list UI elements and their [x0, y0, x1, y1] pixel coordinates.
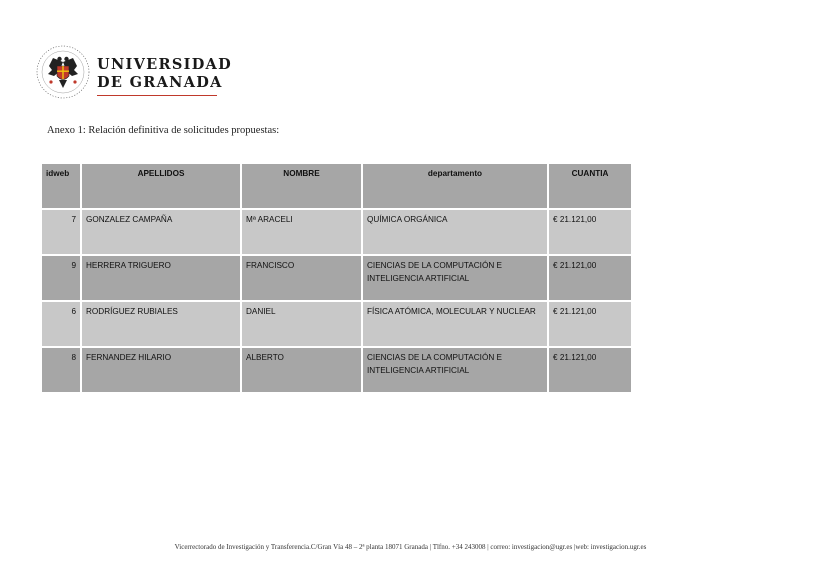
column-header-nombre: NOMBRE [242, 164, 361, 208]
column-header-idweb: idweb [42, 164, 80, 208]
table-row [42, 348, 631, 392]
cell-apellidos: FERNANDEZ HILARIO [82, 348, 240, 392]
cell-apellidos: RODRÍGUEZ RUBIALES [82, 302, 240, 346]
cell-cuantia: € 21.121,00 [549, 256, 631, 300]
university-seal-icon [35, 44, 91, 100]
cell-cuantia: € 21.121,00 [549, 210, 631, 254]
cell-departamento: CIENCIAS DE LA COMPUTACIÓN E INTELIGENCIA ARTIFICIAL [363, 348, 547, 392]
applications-table [40, 162, 633, 394]
table-row [42, 210, 631, 254]
cell-nombre: ALBERTO [242, 348, 361, 392]
cell-idweb: 6 [42, 302, 80, 346]
cell-apellidos: GONZALEZ CAMPAÑA [82, 210, 240, 254]
cell-departamento: CIENCIAS DE LA COMPUTACIÓN E INTELIGENCIA ARTIFICIAL [363, 256, 547, 300]
column-header-apellidos: APELLIDOS [82, 164, 240, 208]
cell-apellidos: HERRERA TRIGUERO [82, 256, 240, 300]
cell-cuantia: € 21.121,00 [549, 348, 631, 392]
university-wordmark [97, 56, 232, 96]
annex-caption: Anexo 1: Relación definitiva de solicitudes propuestas: [47, 125, 280, 136]
table-header-row [42, 164, 631, 208]
column-header-departamento: departamento [363, 164, 547, 208]
university-logo [35, 42, 232, 106]
cell-nombre: Mª ARACELI [242, 210, 361, 254]
cell-departamento: FÍSICA ATÓMICA, MOLECULAR Y NUCLEAR [363, 302, 547, 346]
logo-line-2: DE GRANADA [97, 74, 223, 91]
logo-underline [97, 95, 217, 96]
logo-line-1: UNIVERSIDAD [97, 56, 232, 73]
cell-idweb: 8 [42, 348, 80, 392]
cell-cuantia: € 21.121,00 [549, 302, 631, 346]
table-row [42, 302, 631, 346]
column-header-cuantia: CUANTIA [549, 164, 631, 208]
cell-idweb: 9 [42, 256, 80, 300]
cell-departamento: QUÍMICA ORGÁNICA [363, 210, 547, 254]
cell-nombre: DANIEL [242, 302, 361, 346]
table-row [42, 256, 631, 300]
page-footer: Vicerrectorado de Investigación y Transferencia.C/Gran Vía 48 – 2ª planta 18071 Granada | Tlfno. +34 243008 | correo: investigacion@ugr.es |web: investigacion.ugr.es [174, 543, 647, 551]
cell-nombre: FRANCISCO [242, 256, 361, 300]
cell-idweb: 7 [42, 210, 80, 254]
